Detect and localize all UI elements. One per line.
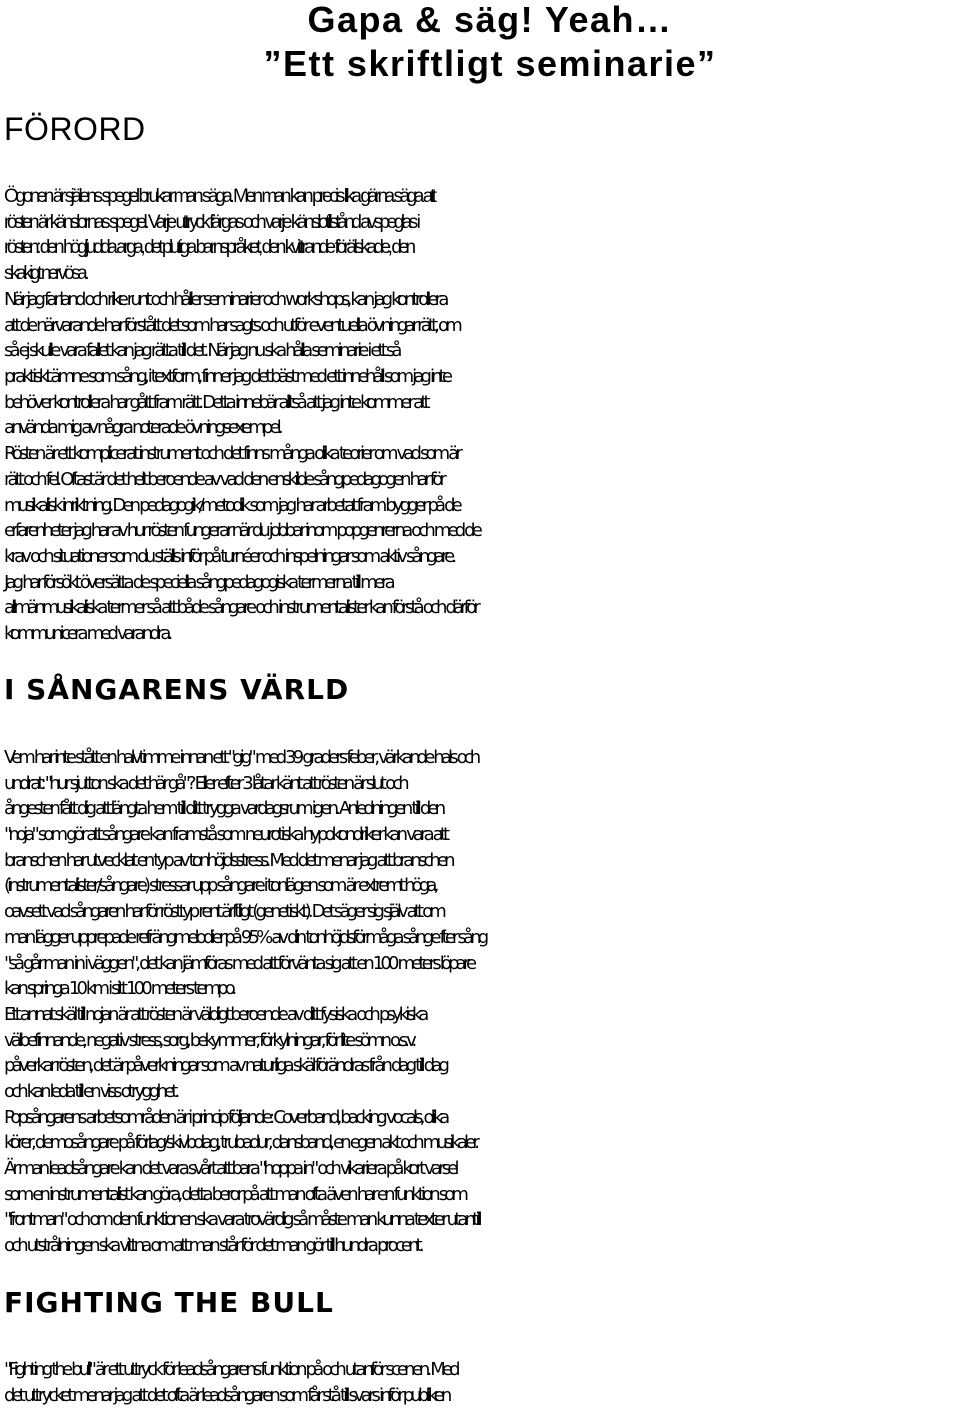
text-line: det uttrycket menar jag att det ofta är leadsångaren som får stå till svars inför publiken	[4, 1384, 449, 1406]
section-heading-sangarens-varld: I SÅNGARENS VÄRLD	[4, 673, 350, 706]
intro-paragraph	[4, 184, 960, 287]
text-line: rösten är känslornas spegel. Varje uttryck färgas och varje känslotillstånd avspeglas i	[4, 211, 418, 233]
text-line: När jag far land och rike runt och håller seminarier och workshops, kan jag kontrollera	[4, 289, 446, 310]
section-heading-fighting-the-bull: FIGHTING THE BULL	[4, 1286, 334, 1319]
text-line: Ögonen är själens spegel brukar man säga. Men man kan precis lika gärna säga att	[4, 186, 434, 207]
text-line: erfarenheter jag har av hur rösten fungerar när du jobbar inom popgenrerna och med de	[4, 520, 479, 542]
text-line: som en instrumentalist kan göra, detta beror på att man ofta även har en funktion som	[4, 1183, 466, 1205]
text-line: Jag har försökt översätta de speciella sångpedagogiska termerna till mera	[4, 571, 392, 593]
text-line: oavsett vad sångaren har för rösttyp rent ärftligt (genetiskt). Det säger sig själv att om	[4, 901, 443, 923]
text-line: "Fighting the bull" är ett uttryck för leadsångarens funktion på och utanför scenen. Med	[4, 1359, 457, 1380]
text-line: påverkar rösten, det är påverkningar som av naturliga skäl förändras från dag till dag	[4, 1055, 447, 1077]
text-line: Popsångarens arbetsområden är i princip följande: Coverband, backing vocals, olika	[4, 1106, 447, 1128]
text-line: allmänmusikaliska termer så att både sångare och instrumentalister kan förstå och därför	[4, 597, 477, 619]
text-line: välbefinnande, negativ stress, sorg, bekymmer, förkylningar, för lite sömn o.s.v.	[4, 1029, 414, 1051]
document-title: Gapa & säg! Yeah…	[307, 0, 673, 40]
text-line: "så går man in i väggen", det kan jämföras med att förvänta sig att en 100 meters löpare	[4, 952, 474, 974]
text-line: musikalisk inriktning. Den pedagogik/metodik som jag har arbetat fram bygger på de	[4, 494, 459, 516]
text-line: praktiskt ämne som sång, i textform, finner jag det bäst med ett innehåll som jag inte	[4, 366, 450, 388]
text-line: att de närvarande har förstått det som har sagts och utför eventuella övningar rätt, om	[4, 314, 459, 336]
text-line: så ej skulle vara fallet kan jag rätta till det. När jag nu ska hålla seminarie i ett så	[4, 340, 399, 362]
text-line: Vem har inte stått en halvtimme innan ett "gig" med 39 graders feber, värkande hals och	[4, 747, 478, 768]
text-line: branschen har utvecklat en typ av tonhöjdsstress. Med det menar jag att branschen	[4, 849, 452, 871]
section2-paragraph	[4, 1357, 960, 1408]
text-line: ångesten fått dig att längta hem till ditt trygga vardagsrum igen. Anledningen till den	[4, 798, 443, 820]
text-line: kommunicera med varandra.	[4, 622, 170, 644]
text-line: och kan leda till en viss otrygghet.	[4, 1080, 177, 1102]
text-line: "noja" som gör att sångare kan framstå som neurotiska hypokondriker kan vara att	[4, 824, 447, 846]
text-line: skakigt nervösa.	[4, 263, 87, 285]
text-line: rösten: den högljudda arga, det plutiga barnspråket, den kvittrande förälskade, den	[4, 237, 413, 259]
foreword-heading: FÖRORD	[4, 111, 146, 147]
text-line: och utstrålningen ska vittna om att man står för det man gör till hundra procent.	[4, 1235, 421, 1257]
text-line: körer, demosångare på förlag/skivbolag, trubadur, dansband, en egen akt och musikaler.	[4, 1132, 477, 1154]
text-line: använda mig av några noterade övningsexempel.	[4, 417, 280, 439]
foreword-paragraph	[4, 287, 960, 647]
text-line: "frontman" och om den funktionen ska vara trovärdig så måste man kunna texter utantill	[4, 1209, 479, 1231]
text-line: behöver kontrollera har gått fram rätt. Detta innebär alltså att jag inte kommer att	[4, 391, 427, 413]
document-subtitle: ”Ett skriftligt seminarie”	[263, 43, 717, 84]
text-line: rätt och fel. Oftast är det helt beroende av vad den enskilde sångpedagogen har för	[4, 468, 443, 490]
text-line: Är man leadsångare kan det vara svårt att bara "hoppa in" och vikariera på kort varsel	[4, 1158, 456, 1179]
text-line: Ett annat skäl till nojan är att rösten är väldigt beroende av ditt fysiska och psykiska	[4, 1003, 426, 1025]
text-line: kan springa 10 km i sitt 100 meters tempo.	[4, 978, 234, 1000]
section1-paragraph	[4, 745, 960, 1259]
text-line: (instrumentalister/sångare) stressar upp sångare i tonlägen som är extremt höga,	[4, 875, 436, 897]
text-line: krav och situationer som du ställs inför på turnéer och inspelningar som aktiv sångare.	[4, 545, 454, 567]
text-line: Rösten är ett komplicerat instrument och det finns många olika teorier om vad som är	[4, 443, 459, 465]
text-line: man lägger upprepade refrängmelodier på 95% av din tonhöjdsförmåga sånge fter sång	[4, 926, 486, 948]
text-line: undrat: "hur sjutton ska det här gå"? Eller efter 3 låtar känt att rösten är slut och	[4, 772, 406, 794]
